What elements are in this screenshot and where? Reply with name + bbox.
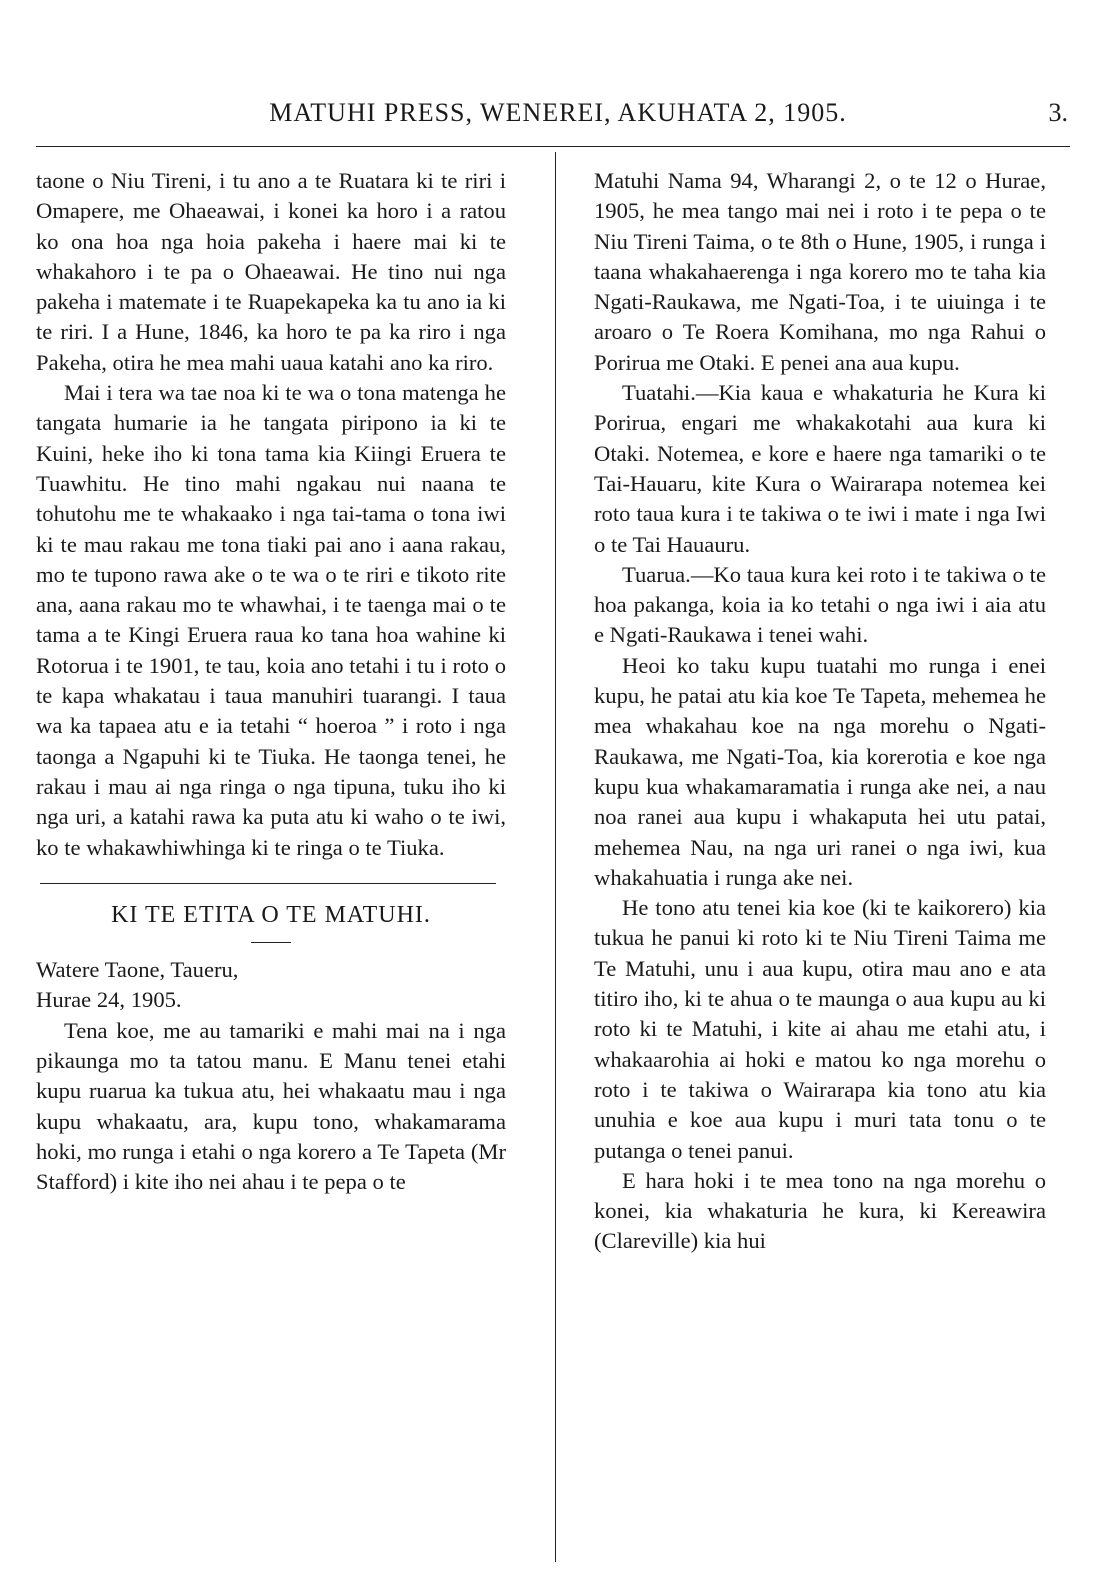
- letter-paragraph: E hara hoki i te mea tono na nga morehu o konei, kia whakaturia he kura, ki Kereawira (Clareville) kia hui: [594, 1167, 1046, 1254]
- letter-paragraph: Matuhi Nama 94, Wharangi 2, o te 12 o Hurae, 1905, he mea tango mai nei i roto i te pepa o te Niu Tireni Taima, o te 8th o Hune, 1905, i runga i taana whakahaerenga i nga korero mo te taha kia Ngati-Raukawa, me Ngati-Toa, i te uiuinga i te aroaro o Te Roera Komihana, mo nga Rahui o Porirua me Otaki. E penei ana aua kupu.: [594, 168, 1046, 375]
- page-header: [36, 98, 1080, 132]
- letter-paragraph: Tena koe, me au tamariki e mahi mai na i nga pikaunga mo ta tatou manu. E Manu tenei etahi kupu ruarua ka tukua atu, hei whakaatu mau i nga kupu whakaatu, ara, kupu tono, whakamarama hoki, mo runga i etahi o nga korero a Te Tapeta (Mr Stafford) i kite iho nei ahau i te pepa o te: [36, 1017, 506, 1195]
- right-column: [594, 166, 1046, 1257]
- letter-paragraph: He tono atu tenei kia koe (ki te kaikorero) kia tukua he panui ki roto ki te Niu Tireni Taima me Te Matuhi, unu i aua kupu, otira mau ano e ata titiro iho, ki te ahua o te maunga o aua kupu au ki roto ki te Matuhi, i kite ai ahau me etahi atu, i whakaarohia ai hoki e matou ko nga morehu o roto i te takiwa o Wairarapa kia tono atu kia unuhia e koe aua kupu i muri tata tonu o te putanga o tenei panui.: [594, 895, 1046, 1163]
- section-separator: [40, 883, 496, 884]
- letter-paragraph: Tuatahi.—Kia kaua e whakaturia he Kura ki Porirua, engari me whakakotahi aua kura ki Otaki. Notemea, e kore e haere nga tamariki o te Tai-Hauaru, kite Kura o Wairarapa notemea kei roto taua kura i te takiwa o te iwi i mate i nga Iwi o te Tai Hauauru.: [594, 380, 1046, 557]
- title-rule: [251, 942, 291, 943]
- article-paragraph: Mai i tera wa tae noa ki te wa o tona matenga he tangata humarie ia he tangata piripono ia ki te Kuini, heke iho ki tona tama kia Kiingi Eruera te Tuawhitu. He tino mahi ngakau nui naana te tohutohu me te whakaako i nga tai-tama o tona iwi ki te mau rakau me tona tiaki pai ano i aana rakau, mo te tupono rawa ake o te wa o te riri e tikoto rite ana, aana rakau mo te whawhai, i te taenga mai o te tama a te Kingi Eruera raua ko tana hoa wahine ki Rotorua i te 1901, te tau, koia ano tetahi i tu i roto o te kapa whakatau i taua manuhiri tuarangi. I taua wa ka tapaea atu e ia tetahi “ hoeroa ” i roto i nga taonga a Ngapuhi ki te Tiuka. He taonga tenei, he rakau i mau ai nga ringa o nga tipuna, tuku iho ki nga uri, a katahi rawa ka puta atu ki waho o te iwi, ko te whakawhiwhinga ki te ringa o te Tiuka.: [36, 380, 506, 860]
- page-number: 3.: [1048, 98, 1068, 127]
- letter-dateline-place: Watere Taone, Taueru,: [36, 957, 239, 983]
- column-divider: [555, 152, 556, 1562]
- letter-paragraph: Tuarua.—Ko taua kura kei roto i te takiwa o te hoa pakanga, koia ia ko tetahi o nga iwi i aia atu e Ngati-Raukawa i tenei wahi.: [594, 561, 1046, 648]
- masthead-title: MATUHI PRESS, WENEREI, AKUHATA 2, 1905.: [269, 98, 847, 127]
- letter-paragraph: Heoi ko taku kupu tuatahi mo runga i enei kupu, he patai atu kia koe Te Tapeta, mehemea he mea whakahau koe na nga morehu o Ngati-Raukawa, me Ngati-Toa, kia korerotia e koe nga kupu kua whakamaramatia i runga ake nei, a nau noa ranei aua kupu i whakaputa hei utu patai, mehemea Nau, na nga uri ranei o nga iwi, kua whakahuatia i runga ake nei.: [594, 652, 1046, 890]
- header-rule: [36, 146, 1070, 147]
- section-title: KI TE ETITA O TE MATUHI.: [111, 901, 431, 928]
- left-column: [36, 166, 506, 1198]
- article-paragraph: taone o Niu Tireni, i tu ano a te Ruatara ki te riri i Omapere, me Ohaeawai, i konei ka horo i a ratou ko ona hoa nga hoia pakeha i haere mai ki te whakahoro i te pa o Ohaeawai. He tino nui nga pakeha i matemate i te Ruapekapeka ka tu ano ia ki te riri. I a Hune, 1846, ka horo te pa ka riro i nga Pakeha, otira he mea mahi uaua katahi ano ka riro.: [36, 168, 506, 375]
- letter-dateline-date: Hurae 24, 1905.: [36, 987, 182, 1013]
